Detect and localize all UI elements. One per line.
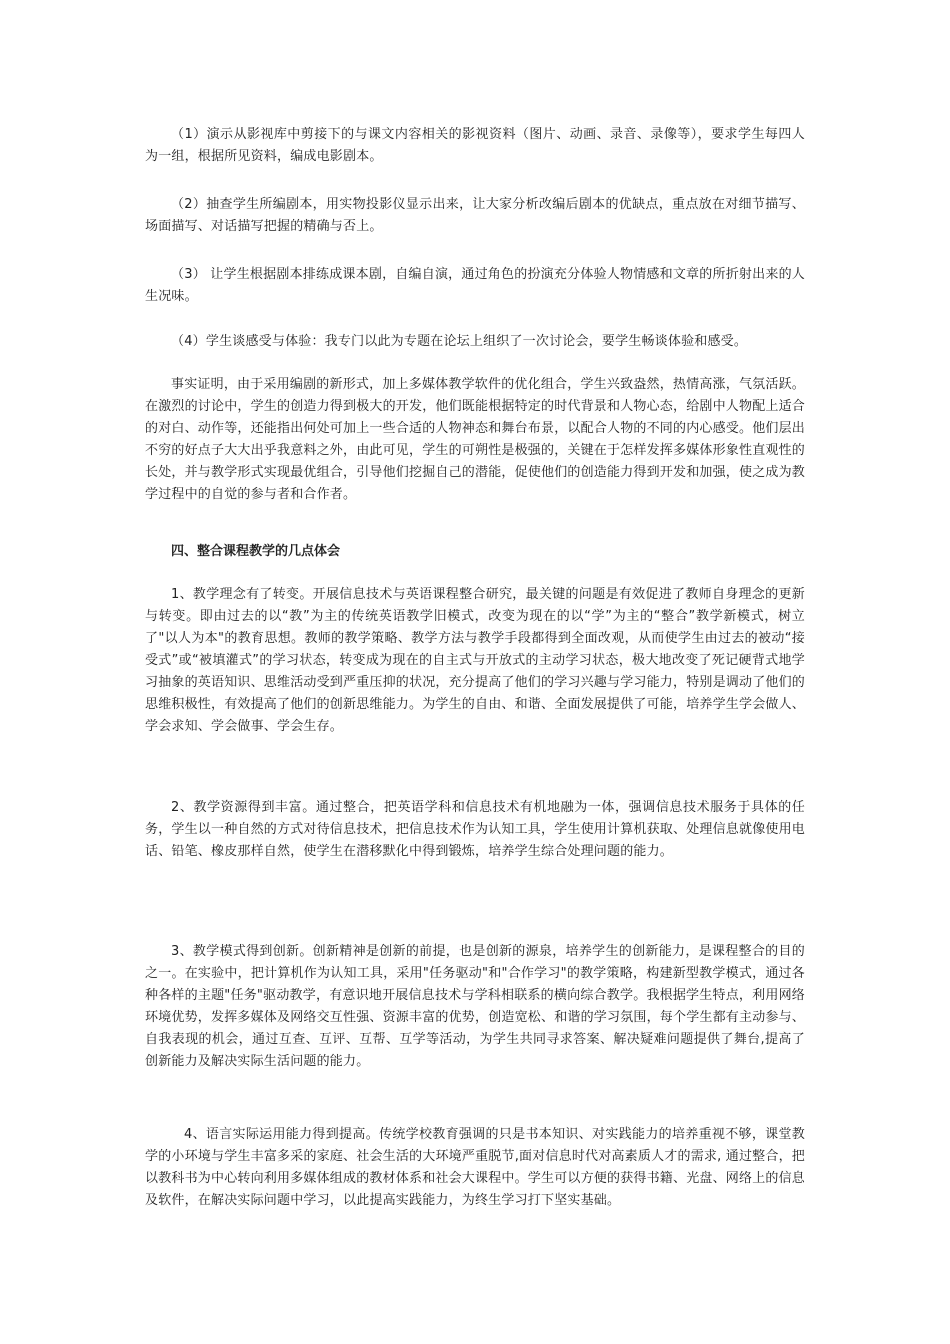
paragraph-5: 事实证明，由于采用编剧的新形式，加上多媒体教学软件的优化组合，学生兴致盎然，热情高涨，气氛活跃。在激烈的讨论中，学生的创造力得到极大的开发，他们既能根据特定的时代背景和人物心态，给剧中人物配上适合的对白、动作等，还能指出何处可加上一些合适的人物神态和舞台布景，以配合人物的不同的内心感受。他们层出不穷的好点子大大出乎我意料之外，由此可见，学生的可朔性是极强的，关键在于怎样发挥多媒体形象性直观性的长处，并与教学形式实现最优组合，引导他们挖掘自己的潜能，促使他们的创造能力得到开发和加强，使之成为教学过程中的自觉的参与者和合作者。 <box>145 377 806 502</box>
paragraph-7: 2、教学资源得到丰富。通过整合，把英语学科和信息技术有机地融为一体，强调信息技术服务于具体的任务，学生以一种自然的方式对待信息技术，把信息技术作为认知工具，学生使用计算机获取、处理信息就像使用电话、铅笔、橡皮那样自然，使学生在潜移默化中得到锻炼，培养学生综合处理问题的能力。 <box>145 800 806 859</box>
paragraph-8: 3、教学模式得到创新。创新精神是创新的前提，也是创新的源泉，培养学生的创新能力，是课程整合的目的之一。在实验中，把计算机作为认知工具，采用"任务驱动"和"合作学习"的教学策略，构建新型教学模式，通过各种各样的主题"任务"驱动教学，有意识地开展信息技术与学科相联系的横向综合教学。我根据学生特点，利用网络环境优势，发挥多媒体及网络交互性强、资源丰富的优势，创造宽松、和谐的学习氛围，每个学生都有主动参与、自我表现的机会，通过互查、互评、互帮、互学等活动，为学生共同寻求答案、解决疑难问题提供了舞台,提高了创新能力及解决实际生活问题的能力。 <box>145 944 806 1069</box>
paragraph-4: （4）学生谈感受与体验：我专门以此为专题在论坛上组织了一次讨论会，要学生畅谈体验和感受。 <box>171 334 748 349</box>
paragraph-2: （2）抽查学生所编剧本，用实物投影仪显示出来，让大家分析改编后剧本的优缺点，重点放在对细节描写、场面描写、对话描写把握的精确与否上。 <box>145 197 805 234</box>
paragraph-3: （3） 让学生根据剧本排练成课本剧，自编自演，通过角色的扮演充分体验人物情感和文章的所折射出来的人生况味。 <box>145 267 805 304</box>
paragraph-6: 1、教学理念有了转变。开展信息技术与英语课程整合研究，最关键的问题是有效促进了教师自身理念的更新与转变。即由过去的以“教”为主的传统英语教学旧模式，改变为现在的以“学”为主的“整合”教学新模式，树立了"以人为本"的教育思想。教师的教学策略、教学方法与教学手段都得到全面改观，从而使学生由过去的被动“接受式”或“被填灌式”的学习状态，转变成为现在的自主式与开放式的主动学习状态，极大地改变了死记硬背式地学习抽象的英语知识、思维活动受到严重压抑的状况，充分提高了他们的学习兴趣与学习能力，特别是调动了他们的思维积极性，有效提高了他们的创新思维能力。为学生的自由、和谐、全面发展提供了可能，培养学生学会做人、学会求知、学会做事、学会生存。 <box>145 587 806 734</box>
paragraph-9: 4、语言实际运用能力得到提高。传统学校教育强调的只是书本知识、对实践能力的培养重视不够，课堂教学的小环境与学生丰富多采的家庭、社会生活的大环境严重脱节,面对信息时代对高素质人才的需求, 通过整合，把以教科书为中心转向利用多媒体组成的教材体系和社会大课程中。学生可以方便的获得书籍、光盘、网络上的信息及软件，在解决实际问题中学习，以此提高实践能力，为终生学习打下坚实基础。 <box>145 1127 806 1208</box>
paragraph-1: （1）演示从影视库中剪接下的与课文内容相关的影视资料（图片、动画、录音、录像等），要求学生每四人为一组，根据所见资料，编成电影剧本。 <box>145 127 805 164</box>
section-heading: 四、整合课程教学的几点体会 <box>171 544 341 559</box>
